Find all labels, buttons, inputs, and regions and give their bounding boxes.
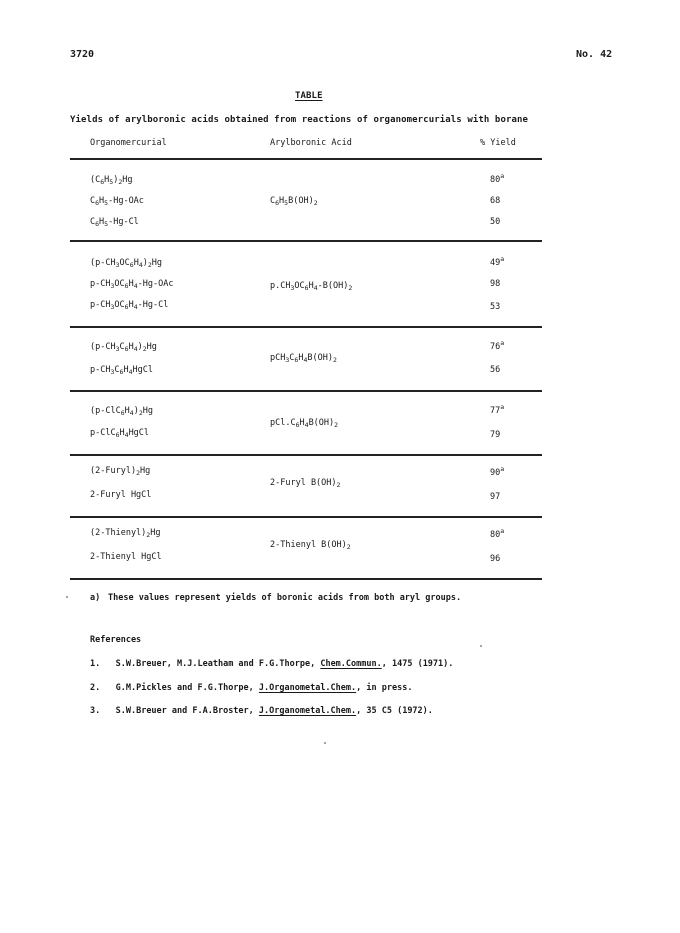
footnote-marker: a) <box>90 593 101 603</box>
arylboronic-acid-cell: $pCH_3C_6H_4B(OH)_2$ <box>270 353 337 364</box>
arylboronic-acid-cell: 2-Thienyl $B(OH)_2$ <box>270 540 351 551</box>
organomercurial-cell: $(C_6H_5)_2Hg$ <box>90 175 133 186</box>
scan-speck <box>324 742 326 744</box>
organomercurial-cell: $(p-ClC_6H_4)_2Hg$ <box>90 406 153 417</box>
reference-number: 2. <box>90 683 101 693</box>
reference-details: , in press. <box>356 683 413 693</box>
scan-speck <box>480 645 482 647</box>
organomercurial-cell: $(p-CH_3OC_6H_4)_2Hg$ <box>90 258 163 269</box>
group-divider <box>70 454 542 456</box>
table-bottom-rule <box>70 578 542 580</box>
scan-speck <box>66 596 68 598</box>
organomercurial-cell: $C_6H_5-Hg-Cl$ <box>90 217 139 228</box>
yield-cell: 80$^a$ <box>490 172 505 185</box>
organomercurial-cell: $(p-CH_3C_6H_4)_2Hg$ <box>90 342 157 353</box>
footnote-text: These values represent yields of boronic acids from both aryl groups. <box>108 593 462 603</box>
organomercurial-cell: $p-CH_3C_6H_4HgCl$ <box>90 365 153 376</box>
yield-cell: 90$^a$ <box>490 465 505 478</box>
table-caption: Yields of arylboronic acids obtained from reactions of organomercurials with borane <box>70 115 529 125</box>
reference-item <box>90 683 412 693</box>
reference-authors: G.M.Pickles and F.G.Thorpe, <box>115 683 254 693</box>
organomercurial-cell: $p-CH_3OC_6H_4-Hg-Cl$ <box>90 300 169 311</box>
column-header-organomercurial: Organomercurial <box>90 138 167 148</box>
table-header-rule <box>70 158 542 160</box>
yield-cell: 68 <box>490 196 501 206</box>
table-heading: TABLE <box>295 91 323 101</box>
group-divider <box>70 326 542 328</box>
arylboronic-acid-cell: $p.CH_3OC_6H_4-B(OH)_2$ <box>270 281 353 292</box>
column-header-yield: % Yield <box>480 138 516 148</box>
arylboronic-acid-cell: 2-Furyl $B(OH)_2$ <box>270 478 341 489</box>
yield-cell: 98 <box>490 279 501 289</box>
group-divider <box>70 516 542 518</box>
arylboronic-acid-cell: $pCl.C_6H_4B(OH)_2$ <box>270 418 339 429</box>
yield-cell: 49$^a$ <box>490 255 505 268</box>
reference-details: , 35 C5 (1972). <box>356 706 433 716</box>
page-number: 3720 <box>70 49 95 60</box>
reference-authors: S.W.Breuer, M.J.Leatham and F.G.Thorpe, <box>115 659 316 669</box>
reference-number: 1. <box>90 659 101 669</box>
reference-item <box>90 706 433 716</box>
reference-journal: Chem.Commun. <box>320 659 382 669</box>
organomercurial-cell: $p-CH_3OC_6H_4-Hg$-OAc <box>90 279 174 290</box>
reference-journal: J.Organometal.Chem. <box>258 706 357 716</box>
reference-number: 3. <box>90 706 101 716</box>
reference-details: , 1475 (1971). <box>381 659 454 669</box>
reference-item <box>90 659 453 669</box>
yield-cell: 53 <box>490 302 501 312</box>
organomercurial-cell: $p-ClC_6H_4HgCl$ <box>90 428 150 439</box>
yield-cell: 76$^a$ <box>490 339 505 352</box>
yield-cell: 77$^a$ <box>490 403 505 416</box>
yield-cell: 96 <box>490 554 501 564</box>
group-divider <box>70 240 542 242</box>
issue-number: No. 42 <box>576 49 613 60</box>
organomercurial-cell: 2-Furyl HgCl <box>90 490 152 500</box>
yield-cell: 50 <box>490 217 501 227</box>
yield-cell: 80$^a$ <box>490 527 505 540</box>
yield-cell: 97 <box>490 492 501 502</box>
group-divider <box>70 390 542 392</box>
yield-cell: 56 <box>490 365 501 375</box>
references-heading: References <box>90 635 142 645</box>
arylboronic-acid-cell: $C_6H_5B(OH)_2$ <box>270 196 318 207</box>
column-header-arylboronic-acid: Arylboronic Acid <box>270 138 352 148</box>
reference-authors: S.W.Breuer and F.A.Broster, <box>115 706 254 716</box>
organomercurial-cell: $(2-Thienyl)_2Hg$ <box>90 528 161 539</box>
organomercurial-cell: 2-Thienyl HgCl <box>90 552 162 562</box>
reference-journal: J.Organometal.Chem. <box>258 683 357 693</box>
organomercurial-cell: $C_6H_5-Hg$-OAc <box>90 196 144 207</box>
organomercurial-cell: $(2-Furyl)_2Hg$ <box>90 466 151 477</box>
yield-cell: 79 <box>490 430 501 440</box>
